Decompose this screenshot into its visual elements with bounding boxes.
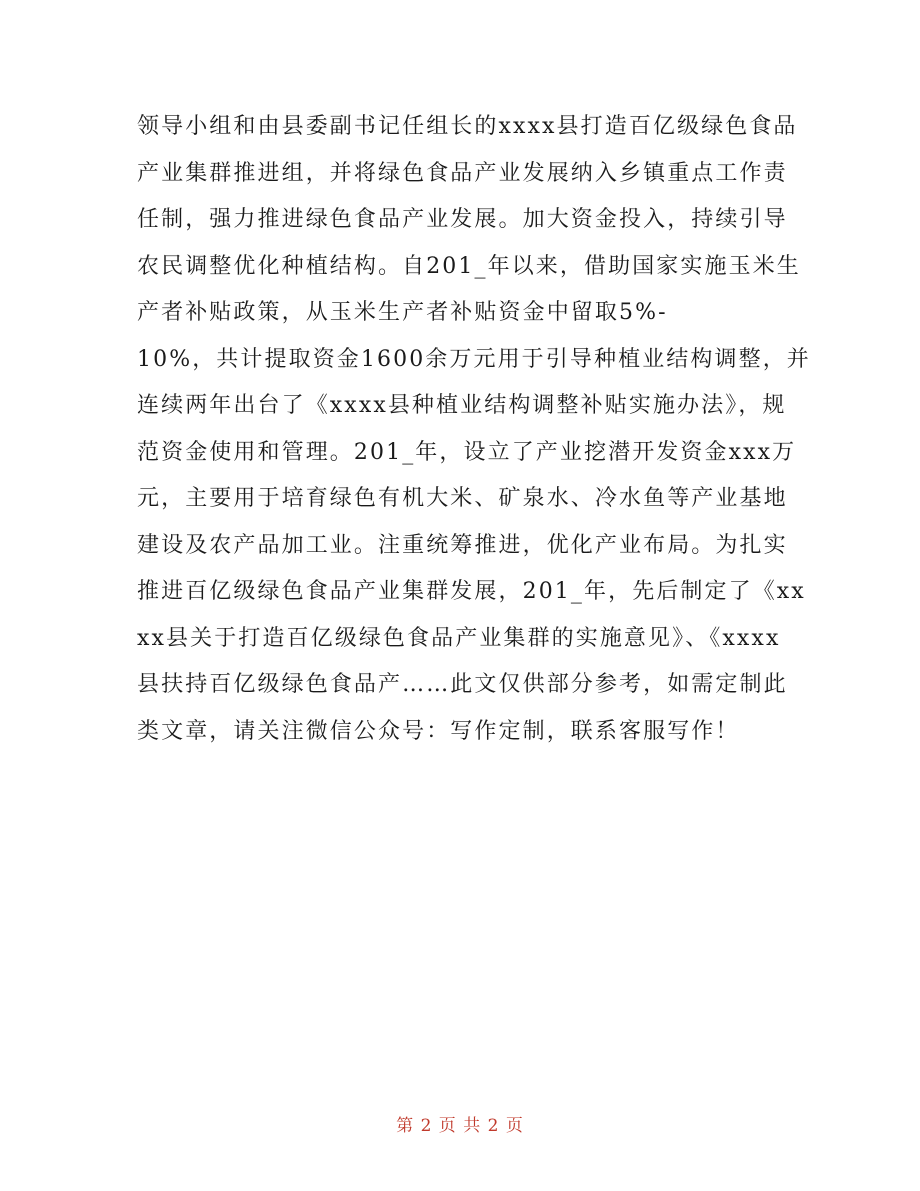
- text-line: 连续两年出台了《xxxx县种植业结构调整补贴实施办法》，规: [137, 393, 787, 418]
- text-line: 范资金使用和管理。201_年，设立了产业挖潜开发资金xxx万: [137, 439, 797, 465]
- text-line: xx县关于打造百亿级绿色食品产业集群的实施意见》、《xxxx: [137, 625, 781, 651]
- text-line: 县扶持百亿级绿色食品产……此文仅供部分参考，如需定制此: [137, 672, 788, 697]
- page-number-footer: [0, 1111, 920, 1136]
- text-line: 推进百亿级绿色食品产业集群发展，201_年，先后制定了《xx: [137, 579, 806, 604]
- text-line: 领导小组和由县委副书记任组长的xxxx县打造百亿级绿色食品: [137, 114, 798, 139]
- text-line: 10%，共计提取资金1600余万元用于引导种植业结构调整，并: [137, 346, 811, 372]
- text-line: 元，主要用于培育绿色有机大米、矿泉水、冷水鱼等产业基地: [137, 486, 788, 511]
- text-line: 建设及农产品加工业。注重统筹推进，优化产业布局。为扎实: [137, 532, 788, 558]
- text-line: 农民调整优化种植结构。自201_年以来，借助国家实施玉米生: [137, 253, 801, 279]
- body-text: [137, 104, 811, 755]
- text-line: 任制，强力推进绿色食品产业发展。加大资金投入，持续引导: [137, 207, 788, 232]
- text-line: 类文章，请关注微信公众号：写作定制，联系客服写作！: [137, 718, 740, 744]
- page-number-label: 第 2 页 共 2 页: [396, 1116, 524, 1136]
- text-line: 产业集群推进组，并将绿色食品产业发展纳入乡镇重点工作责: [137, 160, 788, 186]
- text-line: 产者补贴政策，从玉米生产者补贴资金中留取5%-: [137, 300, 668, 325]
